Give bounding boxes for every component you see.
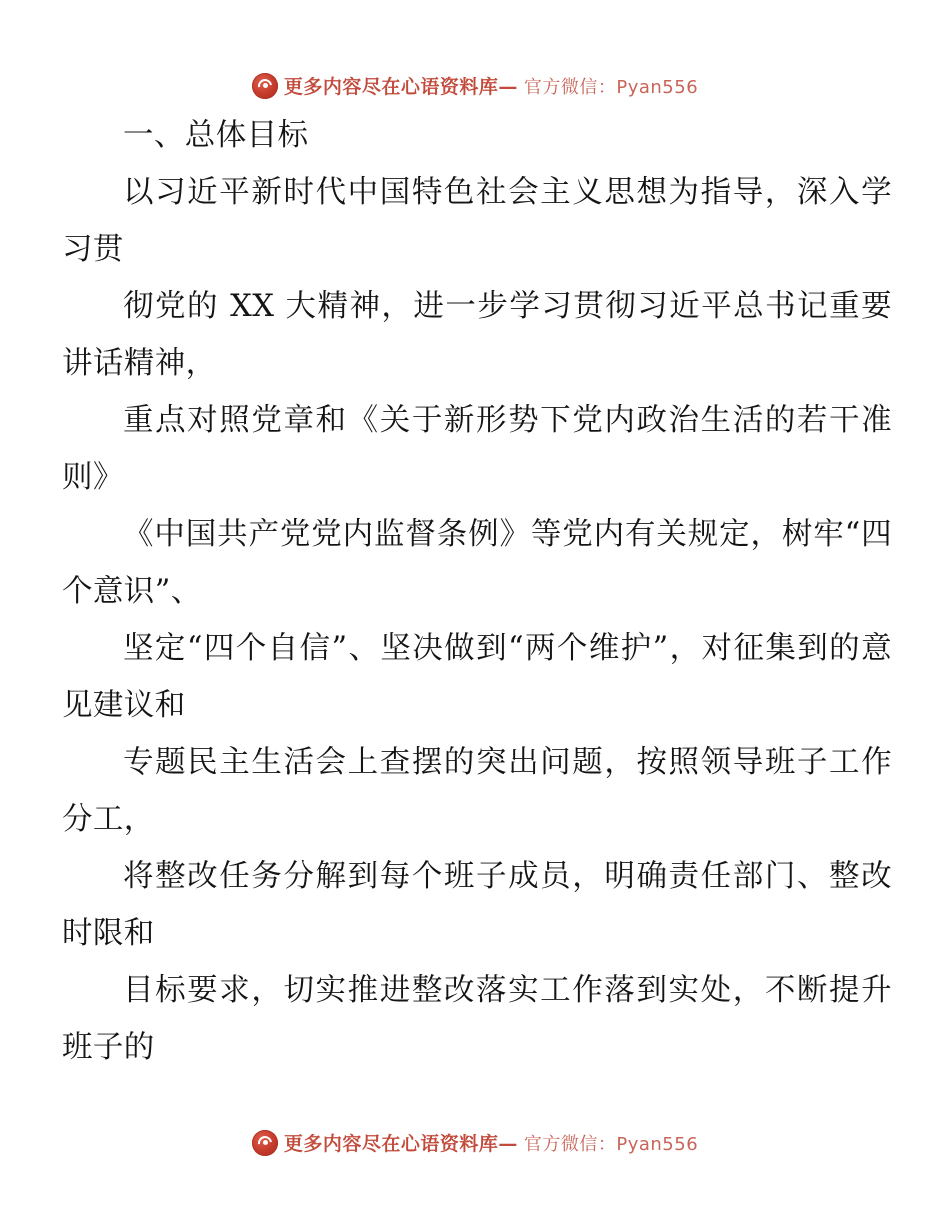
section-heading: 一、总体目标 (123, 118, 309, 153)
watermark-text-main: 更多内容尽在心语资料库— (283, 76, 518, 98)
watermark-header (0, 72, 950, 99)
document-content (0, 107, 950, 1076)
paragraph: 将整改任务分解到每个班子成员，明确责任部门、整改时限和 (62, 859, 892, 951)
paragraph: 彻党的 XX 大精神，进一步学习贯彻习近平总书记重要讲话精神， (62, 289, 892, 381)
watermark-footer (0, 1129, 950, 1156)
paragraph: 重点对照党章和《关于新形势下党内政治生活的若干准则》 (62, 403, 892, 495)
paragraph: 《中国共产党党内监督条例》等党内有关规定，树牢“四个意识”、 (62, 517, 892, 609)
watermark-text-sub: 官方微信：Pyan556 (523, 76, 699, 98)
paragraph: 专题民主生活会上查摆的突出问题，按照领导班子工作分工， (62, 745, 892, 837)
paragraph: 以习近平新时代中国特色社会主义思想为指导，深入学习贯 (62, 175, 892, 267)
paragraph: 目标要求，切实推进整改落实工作落到实处，不断提升班子的 (62, 973, 892, 1065)
circle-logo-icon (252, 73, 278, 99)
watermark-text-main: 更多内容尽在心语资料库— (283, 1133, 518, 1155)
watermark-text-sub: 官方微信：Pyan556 (523, 1133, 699, 1155)
paragraph: 坚定“四个自信”、坚决做到“两个维护”，对征集到的意见建议和 (62, 631, 892, 723)
circle-logo-icon (252, 1130, 278, 1156)
